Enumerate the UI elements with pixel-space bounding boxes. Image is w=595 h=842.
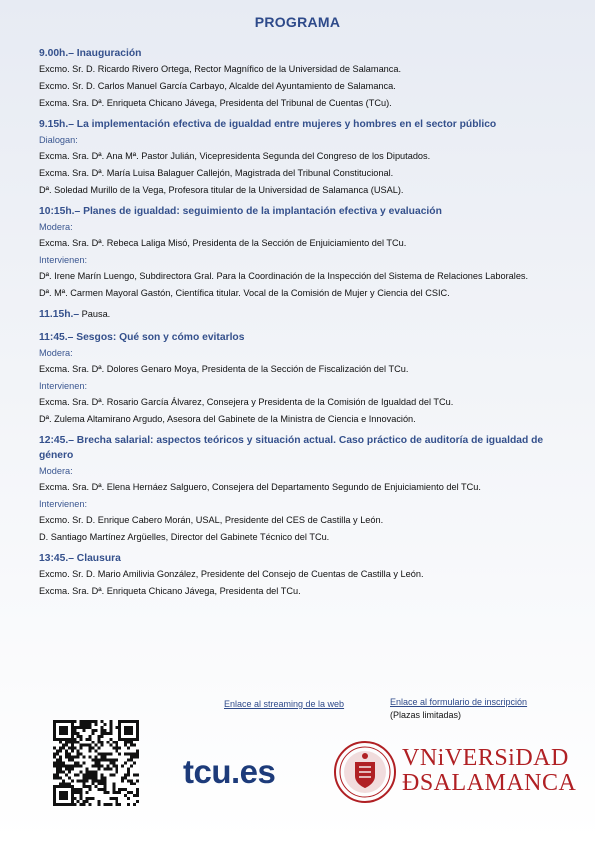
speaker-line: Excma. Sra. Dª. Elena Hernáez Salguero, Consejera del Departamento Segundo de Enjuiciamiento del TCu. — [39, 482, 481, 492]
section-heading: 11.15h.– — [39, 309, 80, 320]
program-section — [39, 330, 559, 425]
registration-form-link[interactable]: Enlace al formulario de inscripción — [390, 697, 528, 707]
section-heading: 13:45.– Clausura — [39, 553, 121, 564]
speaker-line: Excma. Sra. Dª. Enriqueta Chicano Jávega, Presidenta del TCu. — [39, 586, 301, 596]
section-inline — [39, 307, 559, 322]
university-wordmark — [402, 746, 576, 796]
limited-seats-note: (Plazas limitadas) — [390, 710, 462, 720]
section-heading: 10:15h.– Planes de igualdad: seguimiento de la implantación efectiva y evaluación — [39, 206, 442, 217]
program-section — [39, 204, 559, 299]
university-seal-icon — [333, 740, 397, 804]
role-label: Intervienen: — [39, 499, 88, 509]
speaker-line: Excma. Sra. Dª. Enriqueta Chicano Jávega, Presidenta del Tribunal de Cuentas (TCu). — [39, 98, 392, 108]
role-label: Modera: — [39, 348, 73, 358]
section-heading: 9.15h.– La implementación efectiva de igualdad entre mujeres y hombres en el sector público — [39, 119, 497, 130]
university-wordmark-line1: VNiVERSiDAD — [402, 745, 569, 771]
page-title: PROGRAMA — [254, 14, 341, 30]
speaker-line: Excma. Sra. Dª. Ana Mª. Pastor Julián, Vicepresidenta Segunda del Congreso de los Diputados. — [39, 151, 431, 161]
streaming-link[interactable]: Enlace al streaming de la web — [224, 699, 345, 709]
university-wordmark-line2: ÐSALAMANCA — [402, 770, 577, 796]
program-section — [39, 433, 559, 543]
program-list — [39, 46, 559, 605]
speaker-line: Dª. Soledad Murillo de la Vega, Profesora titular de la Universidad de Salamanca (USAL). — [39, 185, 404, 195]
qr-code-icon[interactable] — [53, 720, 139, 806]
section-text: Pausa. — [79, 309, 111, 319]
role-label: Dialogan: — [39, 135, 78, 145]
speaker-line: Excmo. Sr. D. Mario Amilivia González, Presidente del Consejo de Cuentas de Castilla y León. — [39, 569, 424, 579]
speaker-line: Excma. Sra. Dª. Rosario García Álvarez, Consejera y Presidenta de la Comisión de Igualdad del TCu. — [39, 397, 454, 407]
program-section — [39, 551, 559, 597]
tcu-logo: tcu.es — [183, 753, 276, 790]
speaker-line: Excmo. Sr. D. Ricardo Rivero Ortega, Rector Magnífico de la Universidad de Salamanca. — [39, 64, 402, 74]
section-heading: 9.00h.– Inauguración — [39, 48, 142, 59]
program-section — [39, 46, 559, 109]
speaker-line: Excma. Sra. Dª. Dolores Genaro Moya, Presidenta de la Sección de Fiscalización del TCu. — [39, 364, 409, 374]
speaker-line: Excmo. Sr. D. Carlos Manuel García Carbayo, Alcalde del Ayuntamiento de Salamanca. — [39, 81, 396, 91]
speaker-line: D. Santiago Martínez Argüelles, Director del Gabinete Técnico del TCu. — [39, 532, 330, 542]
program-section — [39, 117, 559, 196]
section-heading: 12:45.– Brecha salarial: aspectos teóricos y situación actual. Caso práctico de auditoría de igualdad de género — [39, 435, 544, 461]
speaker-line: Excma. Sra. Dª. María Luisa Balaguer Callejón, Magistrada del Tribunal Constitucional. — [39, 168, 394, 178]
program-section — [39, 307, 559, 322]
speaker-line: Excma. Sra. Dª. Rebeca Laliga Misó, Presidenta de la Sección de Enjuiciamiento del TCu. — [39, 238, 407, 248]
role-label: Modera: — [39, 222, 73, 232]
speaker-line: Dª. Zulema Altamirano Argudo, Asesora del Gabinete de la Ministra de Ciencia e Innovación. — [39, 414, 416, 424]
speaker-line: Excmo. Sr. D. Enrique Cabero Morán, USAL, Presidente del CES de Castilla y León. — [39, 515, 384, 525]
role-label: Modera: — [39, 466, 73, 476]
section-heading: 11:45.– Sesgos: Qué son y cómo evitarlos — [39, 332, 245, 343]
speaker-line: Dª. Mª. Carmen Mayoral Gastón, Científica titular. Vocal de la Comisión de Mujer y Ciencia del CSIC. — [39, 288, 450, 298]
role-label: Intervienen: — [39, 255, 88, 265]
speaker-line: Dª. Irene Marín Luengo, Subdirectora Gral. Para la Coordinación de la Inspección del Sistema de Relaciones Laborales. — [39, 271, 529, 281]
role-label: Intervienen: — [39, 381, 88, 391]
